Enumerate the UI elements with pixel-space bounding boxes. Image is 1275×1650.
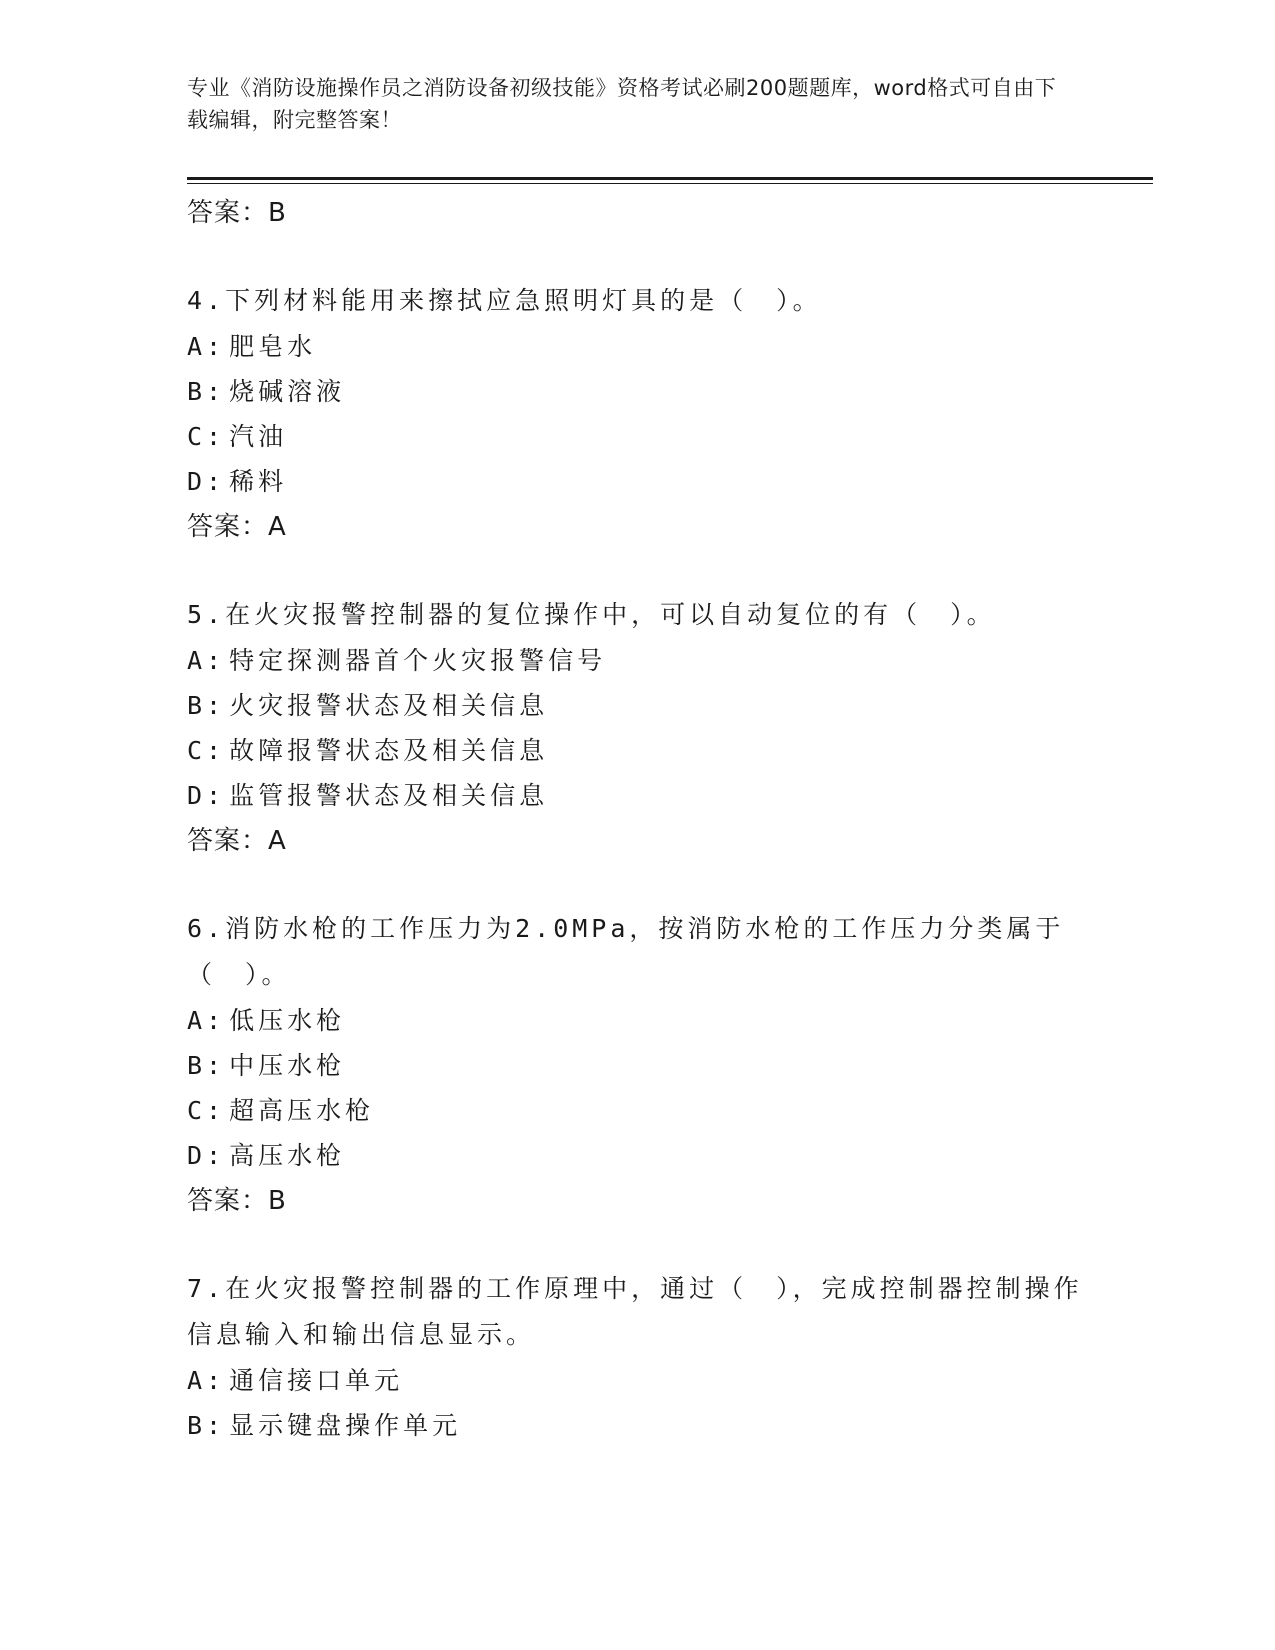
option-text: 中压水枪	[229, 1051, 346, 1080]
option-d	[187, 1133, 1087, 1178]
option-text: 肥皂水	[229, 332, 317, 361]
option-text: 故障报警状态及相关信息	[229, 736, 549, 765]
option-text: 低压水枪	[229, 1006, 346, 1035]
answer: 答案：B	[187, 1186, 287, 1216]
option-text: 超高压水枪	[229, 1096, 375, 1125]
option-letter: B:	[187, 691, 226, 720]
option-text: 高压水枪	[229, 1141, 346, 1170]
option-d	[187, 773, 1087, 818]
option-text: 通信接口单元	[229, 1366, 404, 1395]
question-7	[187, 1266, 1087, 1448]
option-c	[187, 1088, 1087, 1133]
previous-answer: 答案：B	[187, 198, 287, 228]
option-c	[187, 414, 1087, 459]
option-letter: D:	[187, 467, 226, 496]
option-a	[187, 998, 1087, 1043]
option-letter: A:	[187, 332, 226, 361]
option-letter: B:	[187, 1051, 226, 1080]
question-list	[187, 190, 1087, 1448]
option-text: 汽油	[229, 422, 288, 451]
header-rule-thin	[187, 183, 1153, 184]
option-text: 特定探测器首个火灾报警信号	[229, 646, 607, 675]
option-d	[187, 459, 1087, 504]
option-a	[187, 638, 1087, 683]
option-letter: D:	[187, 1141, 226, 1170]
header-rule-thick	[187, 177, 1153, 180]
option-letter: C:	[187, 422, 226, 451]
option-b	[187, 1403, 1087, 1448]
option-letter: D:	[187, 781, 226, 810]
option-text: 稀料	[229, 467, 288, 496]
option-a	[187, 1358, 1087, 1403]
question-6	[187, 906, 1087, 1224]
question-stem: 5.在火灾报警控制器的复位操作中，可以自动复位的有（ ）。	[187, 600, 996, 629]
option-text: 烧碱溶液	[229, 377, 346, 406]
option-letter: B:	[187, 377, 226, 406]
option-letter: A:	[187, 646, 226, 675]
option-letter: B:	[187, 1411, 226, 1440]
question-5	[187, 592, 1087, 864]
answer: 答案：A	[187, 512, 287, 542]
option-b	[187, 1043, 1087, 1088]
option-letter: C:	[187, 1096, 226, 1125]
option-letter: A:	[187, 1006, 226, 1035]
question-4	[187, 278, 1087, 550]
question-stem: 6.消防水枪的工作压力为2.0MPa，按消防水枪的工作压力分类属于（ ）。	[187, 914, 1065, 989]
question-stem: 4.下列材料能用来擦拭应急照明灯具的是（ ）。	[187, 286, 822, 315]
option-letter: A:	[187, 1366, 226, 1395]
option-text: 火灾报警状态及相关信息	[229, 691, 549, 720]
option-text: 显示键盘操作单元	[229, 1411, 462, 1440]
question-stem: 7.在火灾报警控制器的工作原理中，通过（ ），完成控制器控制操作信息输入和输出信息显示。	[187, 1274, 1083, 1349]
option-b	[187, 683, 1087, 728]
option-c	[187, 728, 1087, 773]
option-b	[187, 369, 1087, 414]
document-header: 专业《消防设施操作员之消防设备初级技能》资格考试必刷200题题库，word格式可自由下载编辑，附完整答案！	[187, 76, 1057, 132]
option-text: 监管报警状态及相关信息	[229, 781, 549, 810]
answer: 答案：A	[187, 826, 287, 856]
option-letter: C:	[187, 736, 226, 765]
option-a	[187, 324, 1087, 369]
